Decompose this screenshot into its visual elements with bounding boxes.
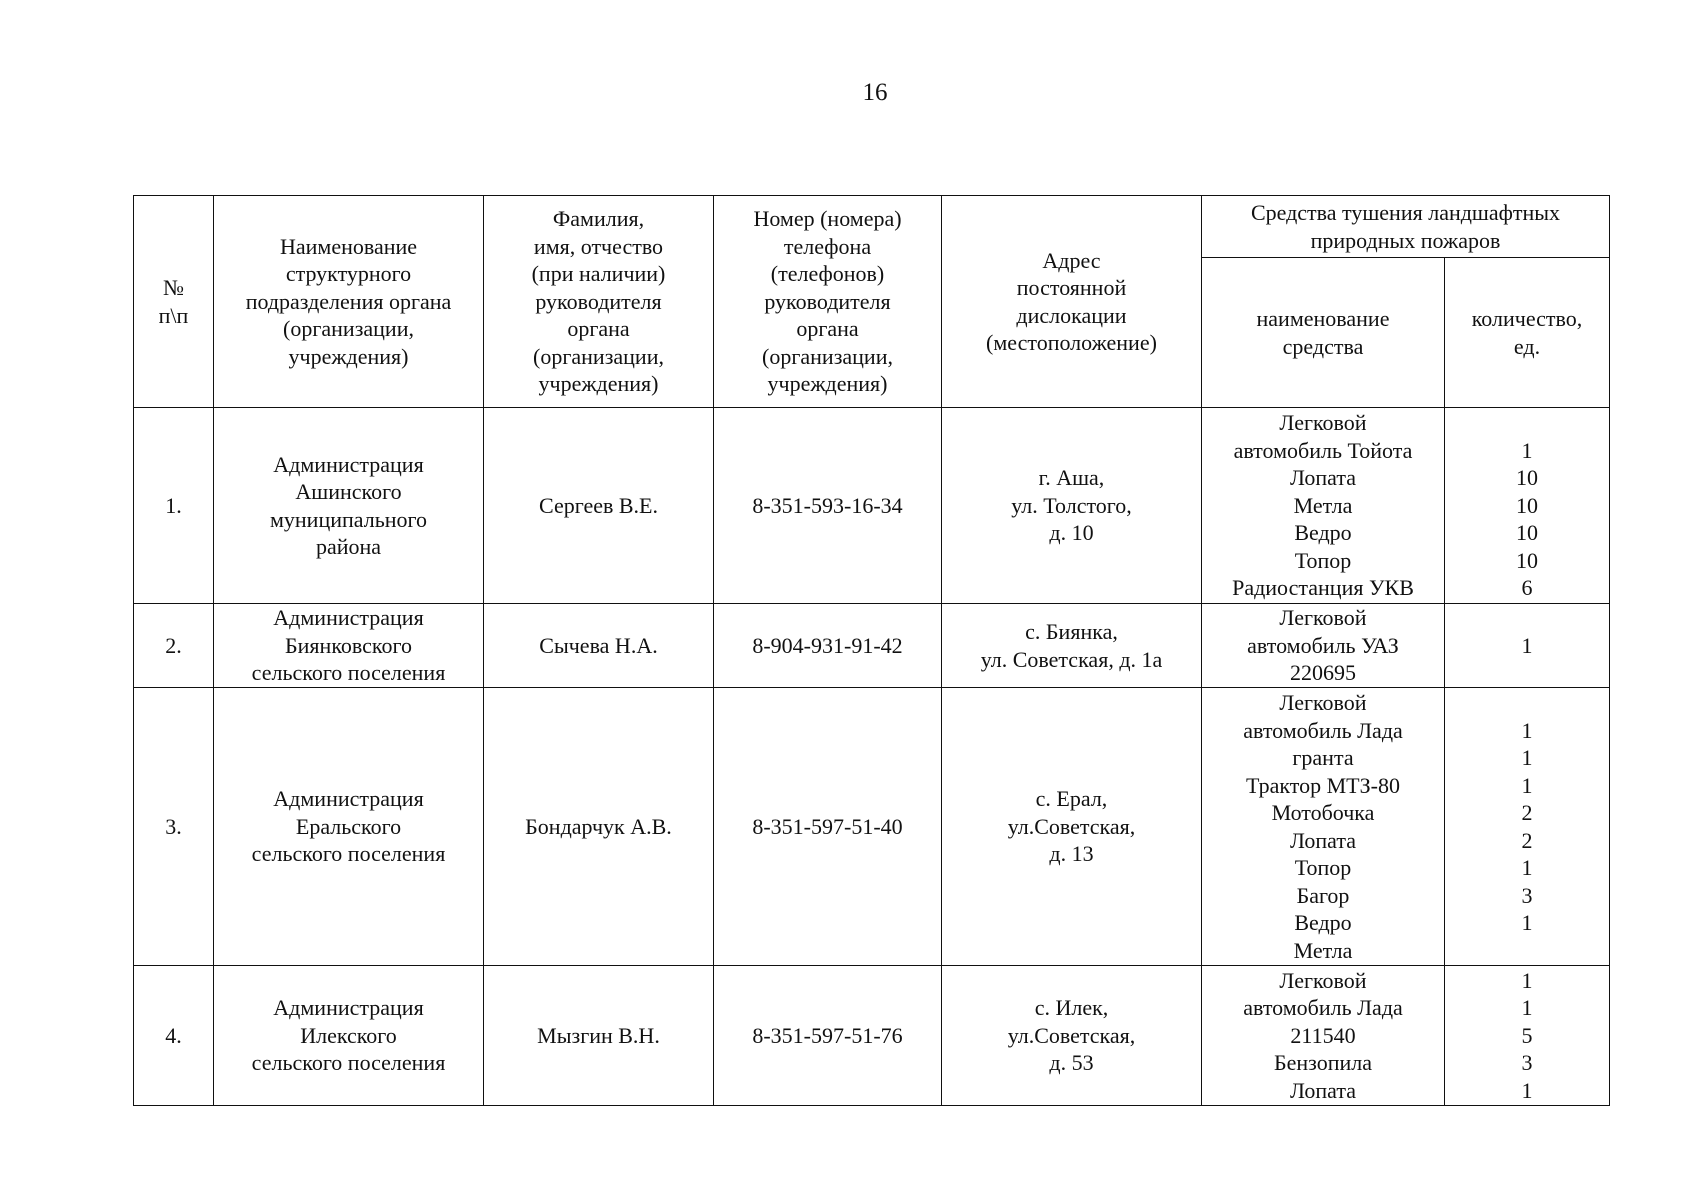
cell-means: Легковой автомобиль УАЗ 220695 [1202,604,1445,688]
header-unit: Наименование структурного подразделения органа (организации, учреждения) [214,196,484,408]
cell-unit: Администрация Биянковского сельского поселения [214,604,484,688]
header-means-group: Средства тушения ландшафтных природных пожаров [1202,196,1610,258]
cell-phone: 8-351-597-51-76 [714,966,942,1106]
cell-num: 1. [134,408,214,604]
cell-phone: 8-351-597-51-40 [714,688,942,966]
cell-num: 3. [134,688,214,966]
cell-unit: Администрация Ашинского муниципального района [214,408,484,604]
cell-qty: 1 1 1 2 2 1 3 1 [1445,688,1610,966]
cell-means: Легковой автомобиль Лада гранта Трактор МТЗ-80 Мотобочка Лопата Топор Багор Ведро Метла [1202,688,1445,966]
cell-phone: 8-904-931-91-42 [714,604,942,688]
header-address: Адрес постоянной дислокации (местоположение) [942,196,1202,408]
cell-address: г. Аша, ул. Толстого, д. 10 [942,408,1202,604]
header-head: Фамилия, имя, отчество (при наличии) руководителя органа (организации, учреждения) [484,196,714,408]
cell-num: 2. [134,604,214,688]
cell-head: Бондарчук А.В. [484,688,714,966]
table-row [134,688,1610,966]
header-means-name: наименование средства [1202,258,1445,408]
cell-means: Легковой автомобиль Тойота Лопата Метла Ведро Топор Радиостанция УКВ [1202,408,1445,604]
header-row [134,196,1610,258]
cell-address: с. Биянка, ул. Советская, д. 1а [942,604,1202,688]
cell-head: Мызгин В.Н. [484,966,714,1106]
cell-means: Легковой автомобиль Лада 211540 Бензопила Лопата [1202,966,1445,1106]
cell-unit: Администрация Еральского сельского поселения [214,688,484,966]
cell-head: Сергеев В.Е. [484,408,714,604]
cell-address: с. Ерал, ул.Советская, д. 13 [942,688,1202,966]
cell-qty: 1 1 5 3 1 [1445,966,1610,1106]
cell-num: 4. [134,966,214,1106]
cell-head: Сычева Н.А. [484,604,714,688]
table-row [134,604,1610,688]
cell-qty: 1 10 10 10 10 6 [1445,408,1610,604]
table-row [134,966,1610,1106]
cell-address: с. Илек, ул.Советская, д. 53 [942,966,1202,1106]
header-means-qty: количество, ед. [1445,258,1610,408]
header-phone: Номер (номера) телефона (телефонов) руководителя органа (организации, учреждения) [714,196,942,408]
cell-phone: 8-351-593-16-34 [714,408,942,604]
table-row [134,408,1610,604]
fire-means-table [133,195,1610,1106]
cell-unit: Администрация Илекского сельского поселения [214,966,484,1106]
cell-qty: 1 [1445,604,1610,688]
header-num: № п\п [134,196,214,408]
page-number: 16 [862,79,888,106]
